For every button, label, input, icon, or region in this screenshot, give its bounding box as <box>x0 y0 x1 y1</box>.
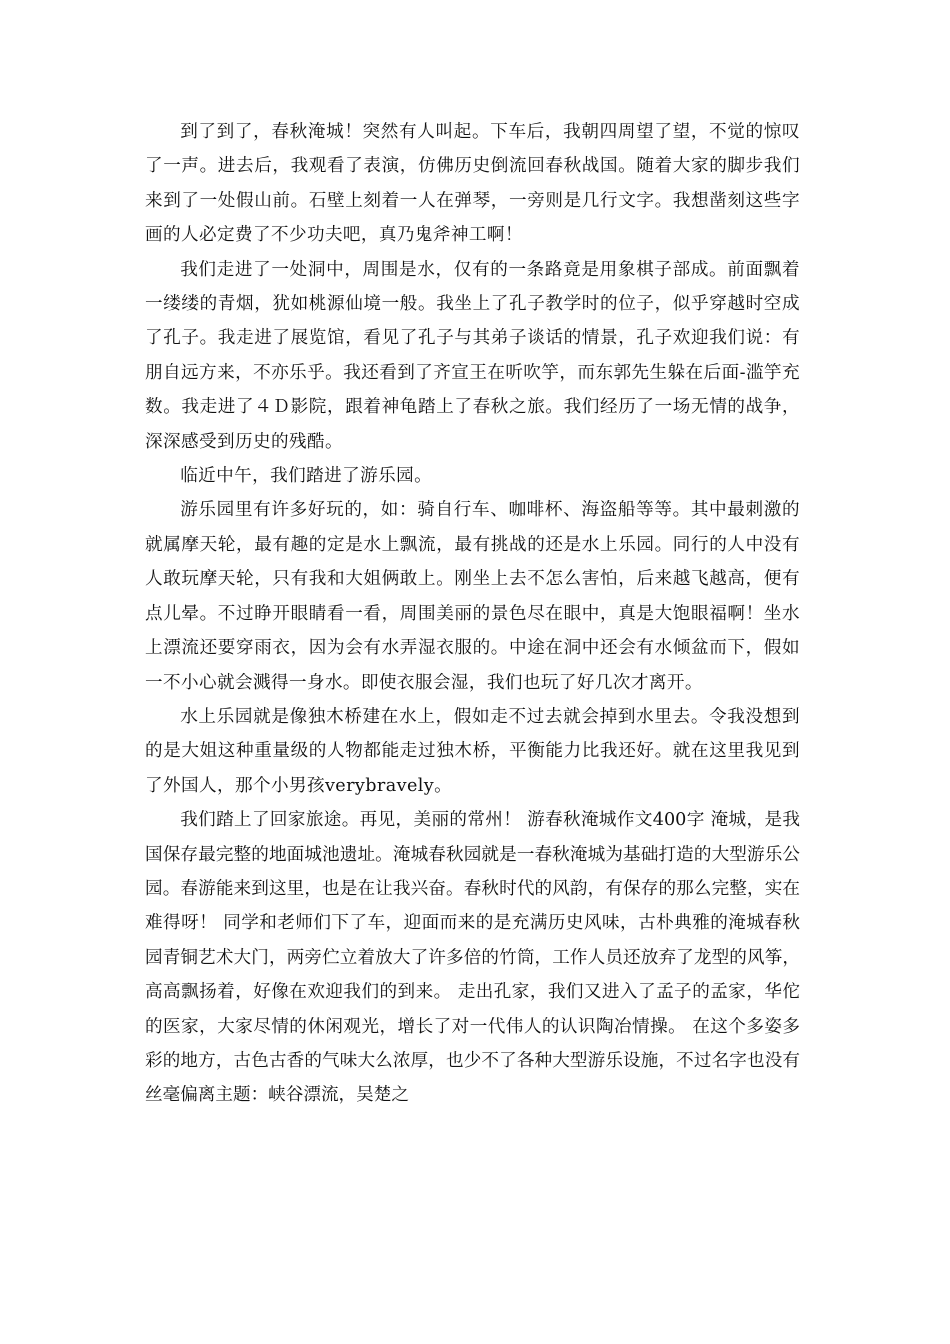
paragraph-return-and-essay: 我们踏上了回家旅途。再见，美丽的常州！ 游春秋淹城作文400字 淹城，是我国保存最完整的地面城池遗址。淹城春秋园就是一春秋淹城为基础打造的大型游乐公园。春游能来到这里，也是在让我兴奋。春秋时代的风韵，有保存的那么完整，实在难得呀！ 同学和老师们下了车，迎面而来的是充满历史风味，古朴典雅的淹城春秋园青铜艺术大门，两旁伫立着放大了许多倍的竹筒，工作人员还放弃了龙型的风筝，高高飘扬着，好像在欢迎我们的到来。 走出孔家，我们又进入了孟子的孟家，华佗的医家，大家尽情的休闲观光，增长了对一代伟人的认识陶冶情操。 在这个多姿多彩的地方，古色古香的气味大么浓厚，也少不了各种大型游乐设施，不过名字也没有丝毫偏离主题：峡谷漂流，吴楚之 <box>145 810 800 1106</box>
paragraph-arrival: 到了到了，春秋淹城！突然有人叫起。下车后，我朝四周望了望，不觉的惊叹了一声。进去后，我观看了表演，仿佛历史倒流回春秋战国。随着大家的脚步我们来到了一处假山前。石壁上刻着一人在弹琴，一旁则是几行文字。我想凿刻这些字画的人必定费了不少功夫吧，真乃鬼斧神工啊！ <box>145 122 800 246</box>
paragraph-amusement-park: 游乐园里有许多好玩的，如：骑自行车、咖啡杯、海盗船等等。其中最刺激的就属摩天轮，最有趣的定是水上飘流，最有挑战的还是水上乐园。同行的人中没有人敢玩摩天轮，只有我和大姐俩敢上。刚坐上去不怎么害怕，后来越飞越高，便有点儿晕。不过睁开眼睛看一看，周围美丽的景色尽在眼中，真是大饱眼福啊！坐水上漂流还要穿雨衣，因为会有水弄湿衣服的。中途在洞中还会有水倾盆而下，假如一不小心就会溅得一身水。即使衣服会湿，我们也玩了好几次才离开。 <box>145 500 800 693</box>
article-body <box>145 115 800 1113</box>
paragraph-noon: 临近中午，我们踏进了游乐园。 <box>180 466 433 487</box>
paragraph-water-park: 水上乐园就是像独木桥建在水上，假如走不过去就会掉到水里去。令我没想到的是大姐这种重量级的人物都能走过独木桥，平衡能力比我还好。就在这里我见到了外国人，那个小男孩verybravely。 <box>145 706 800 796</box>
paragraph-cave: 我们走进了一处洞中，周围是水，仅有的一条路竟是用象棋子部成。前面飘着一缕缕的青烟，犹如桃源仙境一般。我坐上了孔子教学时的位子，似乎穿越时空成了孔子。我走进了展览馆，看见了孔子与其弟子谈话的情景，孔子欢迎我们说：有朋自远方来，不亦乐乎。我还看到了齐宣王在听吹竽，而东郭先生躲在后面-滥竽充数。我走进了４Ｄ影院，跟着神龟踏上了春秋之旅。我们经历了一场无情的战争，深深感受到历史的残酷。 <box>145 259 800 452</box>
